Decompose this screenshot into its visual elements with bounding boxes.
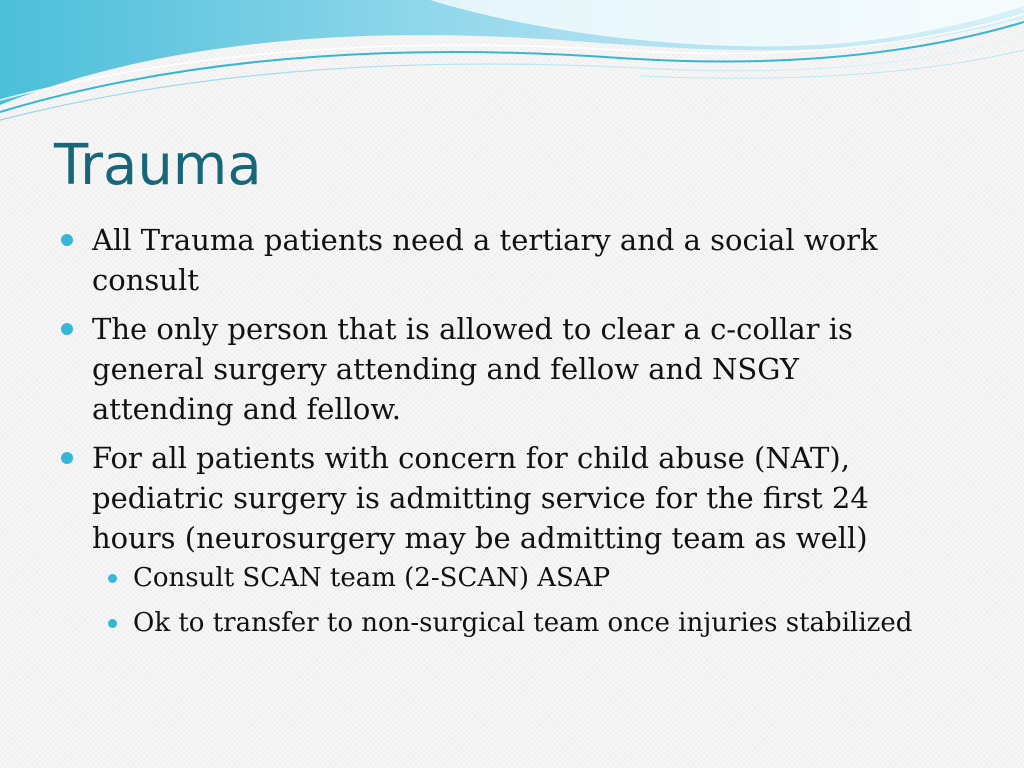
- bullet-item: [60, 309, 940, 429]
- header-wave-decoration: [0, 0, 1024, 130]
- bullet-item: [60, 220, 940, 300]
- sub-bullet-dot-icon: [108, 619, 117, 628]
- sub-bullet-item: [92, 605, 940, 641]
- bullet-text: For all patients with concern for child abuse (NAT), pediatric surgery is admitting service for the first 24 hours (neurosurgery may be admitting team as well): [92, 441, 869, 555]
- sub-bullet-item: [92, 560, 940, 596]
- bullet-text: All Trauma patients need a tertiary and a social work consult: [92, 223, 878, 297]
- bullet-dot-icon: [61, 323, 73, 335]
- sub-bullet-text: Consult SCAN team (2-SCAN) ASAP: [133, 563, 611, 593]
- sub-bullet-list: [92, 560, 940, 641]
- sub-bullet-text: Ok to transfer to non-surgical team once injuries stabilized: [133, 608, 913, 638]
- bullet-list: [60, 220, 940, 650]
- bullet-dot-icon: [61, 452, 73, 464]
- bullet-dot-icon: [61, 234, 73, 246]
- bullet-item: [60, 438, 940, 641]
- slide-title: Trauma: [54, 133, 262, 198]
- sub-bullet-dot-icon: [108, 574, 117, 583]
- bullet-text: The only person that is allowed to clear a c-collar is general surgery attending and fellow and NSGY attending and fellow.: [92, 312, 853, 426]
